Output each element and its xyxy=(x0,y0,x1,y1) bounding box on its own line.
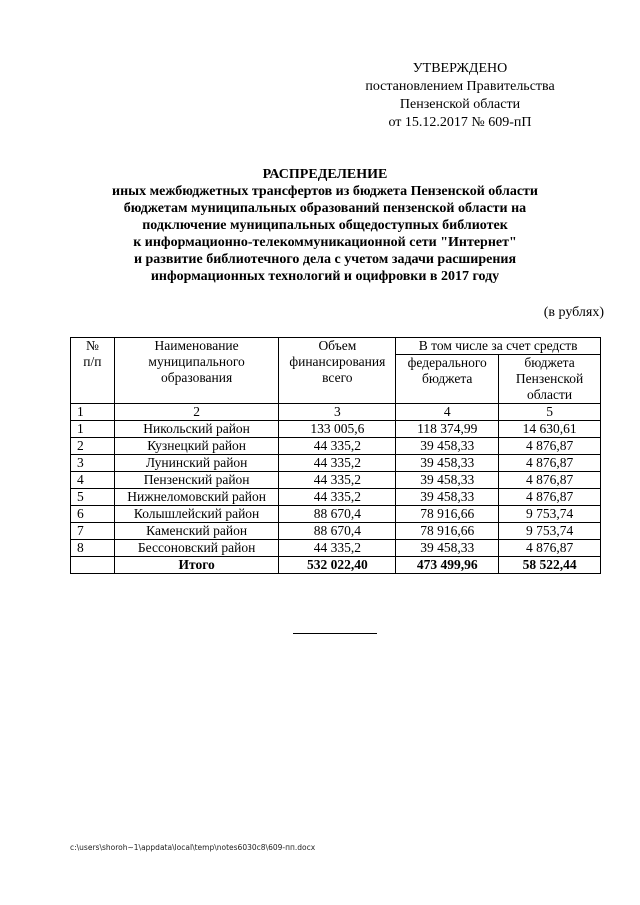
row-num: 2 xyxy=(71,438,115,455)
totals-federal: 473 499,96 xyxy=(396,557,499,574)
row-regional: 14 630,61 xyxy=(499,421,601,438)
row-num: 8 xyxy=(71,540,115,557)
row-federal: 39 458,33 xyxy=(396,472,499,489)
table-row xyxy=(71,455,601,472)
header-text: муниципального xyxy=(148,354,245,369)
title-heading: РАСПРЕДЕЛЕНИЕ xyxy=(262,167,388,182)
row-name: Нижнеломовский район xyxy=(114,489,279,506)
row-regional: 4 876,87 xyxy=(499,489,601,506)
table-row xyxy=(71,506,601,523)
header-text: бюджета xyxy=(422,371,473,386)
row-regional: 4 876,87 xyxy=(499,472,601,489)
totals-regional: 58 522,44 xyxy=(499,557,601,574)
header-total xyxy=(279,338,396,404)
title-line: информационных технологий и оцифровки в 2017 году xyxy=(150,269,500,284)
table-row xyxy=(71,540,601,557)
title-line: иных межбюджетных трансфертов из бюджета Пензенской области xyxy=(112,184,538,199)
approval-line: постановлением Правительства xyxy=(365,79,555,94)
row-total: 44 335,2 xyxy=(279,489,396,506)
row-name: Каменский район xyxy=(114,523,279,540)
title-line: к информационно-телекоммуникационной сети "Интернет" xyxy=(133,235,517,250)
header-text: всего xyxy=(322,370,353,385)
file-path-footer: c:\users\shoroh~1\appdata\local\temp\notes6030c8\609-пп.docx xyxy=(70,843,316,852)
row-name: Лунинский район xyxy=(114,455,279,472)
title-line: бюджетам муниципальных образований пензенской области на xyxy=(123,201,527,216)
header-federal xyxy=(396,355,499,404)
row-federal: 39 458,33 xyxy=(396,489,499,506)
title-line: и развитие библиотечного дела с учетом задачи расширения xyxy=(133,252,517,267)
column-number-row xyxy=(71,404,601,421)
row-total: 44 335,2 xyxy=(279,438,396,455)
totals-total: 532 022,40 xyxy=(279,557,396,574)
column-number: 5 xyxy=(499,404,601,421)
row-total: 133 005,6 xyxy=(279,421,396,438)
header-text: Наименование xyxy=(154,338,239,353)
row-num: 5 xyxy=(71,489,115,506)
row-regional: 4 876,87 xyxy=(499,438,601,455)
row-name: Кузнецкий район xyxy=(114,438,279,455)
header-row xyxy=(71,338,601,355)
row-num: 3 xyxy=(71,455,115,472)
totals-label: Итого xyxy=(114,557,279,574)
header-group: В том числе за счет средств xyxy=(396,338,601,355)
row-federal: 39 458,33 xyxy=(396,438,499,455)
table-row xyxy=(71,438,601,455)
row-total: 88 670,4 xyxy=(279,523,396,540)
row-num: 4 xyxy=(71,472,115,489)
header-text: № xyxy=(85,338,99,353)
table-row xyxy=(71,489,601,506)
row-name: Колышлейский район xyxy=(114,506,279,523)
row-total: 44 335,2 xyxy=(279,540,396,557)
column-number: 2 xyxy=(114,404,279,421)
row-federal: 39 458,33 xyxy=(396,540,499,557)
document-title xyxy=(60,166,590,285)
title-line: подключение муниципальных общедоступных библиотек xyxy=(142,218,508,233)
header-text: п/п xyxy=(83,354,102,369)
end-separator-line xyxy=(293,633,377,634)
distribution-table xyxy=(70,337,601,574)
header-text: образования xyxy=(161,370,233,385)
header-text: Объем xyxy=(318,338,357,353)
row-federal: 39 458,33 xyxy=(396,455,499,472)
row-regional: 4 876,87 xyxy=(499,540,601,557)
row-federal: 78 916,66 xyxy=(396,506,499,523)
row-total: 44 335,2 xyxy=(279,472,396,489)
column-number: 3 xyxy=(279,404,396,421)
header-text: Пензенской xyxy=(515,371,584,386)
approval-heading: УТВЕРЖДЕНО xyxy=(412,61,508,76)
row-federal: 118 374,99 xyxy=(396,421,499,438)
header-regional xyxy=(499,355,601,404)
row-num: 1 xyxy=(71,421,115,438)
row-name: Бессоновский район xyxy=(114,540,279,557)
approval-date-number: от 15.12.2017 № 609-пП xyxy=(388,115,532,130)
header-text: федерального xyxy=(407,355,487,370)
row-federal: 78 916,66 xyxy=(396,523,499,540)
header-text: бюджета xyxy=(524,355,575,370)
approval-stamp xyxy=(360,60,560,132)
totals-row xyxy=(71,557,601,574)
row-num: 6 xyxy=(71,506,115,523)
row-num: 7 xyxy=(71,523,115,540)
column-number: 1 xyxy=(71,404,115,421)
row-regional: 9 753,74 xyxy=(499,523,601,540)
row-total: 88 670,4 xyxy=(279,506,396,523)
row-name: Пензенский район xyxy=(114,472,279,489)
totals-num xyxy=(71,557,115,574)
column-number: 4 xyxy=(396,404,499,421)
header-num xyxy=(71,338,115,404)
table-row xyxy=(71,472,601,489)
table-row xyxy=(71,421,601,438)
header-text: финансирования xyxy=(289,354,386,369)
row-name: Никольский район xyxy=(114,421,279,438)
approval-line: Пензенской области xyxy=(399,97,521,112)
row-regional: 4 876,87 xyxy=(499,455,601,472)
table-row xyxy=(71,523,601,540)
row-total: 44 335,2 xyxy=(279,455,396,472)
header-name xyxy=(114,338,279,404)
header-text: области xyxy=(527,387,573,402)
row-regional: 9 753,74 xyxy=(499,506,601,523)
units-note: (в рублях) xyxy=(543,305,604,320)
